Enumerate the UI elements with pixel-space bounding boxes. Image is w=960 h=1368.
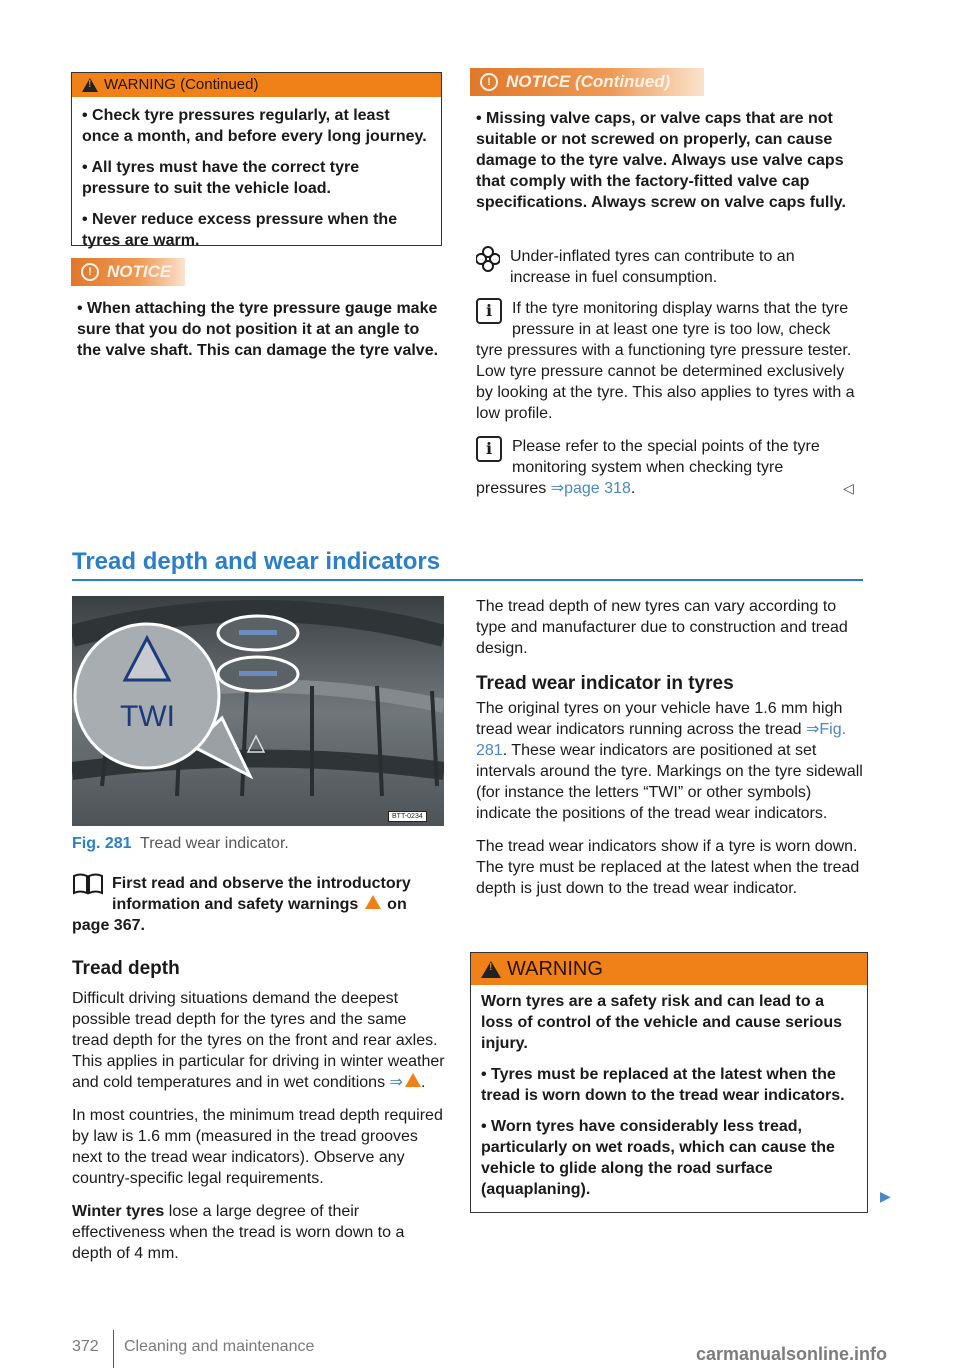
intro-text: First read and observe the introductory information and safety warnings [112,875,411,913]
tread-depth-text: Difficult driving situations demand the deepest possible tread depth for the tyres and the same tread depth for the tyres on the front and rear axles. This applies in particular for driving in winter weather and cold temperatures and in wet conditions ⇒! . In most countries, the minimum tread depth required by law is 1.6 mm (measured in the tread grooves next to the tread wear indicators). Observe any country-specific legal requirements. Winter tyres lose a large degree of their effectiveness when the tread is worn down to a depth of 4 mm. [72,988,446,1276]
intro-reference [72,873,444,936]
warning-triangle-icon [405,1073,421,1087]
warning-title: WARNING (Continued) [104,76,259,93]
footer-section: Cleaning and maintenance [124,1338,315,1355]
warning-item: • All tyres must have the correct tyre pressure to suit the vehicle load. [82,159,360,197]
warning-item: • Tyres must be replaced at the latest when the tread is worn down to the tread wear indicators. [481,1066,845,1104]
notice-right [470,68,850,223]
right-col-intro [476,596,866,671]
page-link[interactable]: ⇒page 318 [550,480,631,497]
tread-depth-heading: Tread depth [72,958,180,979]
figure-image [72,596,444,826]
warning-triangle-icon [82,78,98,92]
notice-info-icon: ! [81,263,99,281]
right-col-body [476,698,866,911]
notice-info-icon: ! [480,73,498,91]
continue-marker: ▶ [880,1188,891,1204]
warning-link[interactable]: ⇒! [390,1074,421,1091]
warning-box [470,952,868,1213]
eco-note [476,246,856,288]
warning-triangle-icon [365,895,381,909]
section-rule [72,579,863,581]
notice-title: NOTICE (Continued) [506,72,671,91]
warning-triangle-icon [481,961,501,978]
warning-item: • Worn tyres have considerably less tread, particularly on wet roads, which can cause the vehicle to glide along the road surface (aquaplaning). [481,1118,835,1198]
notice-header [71,258,185,286]
warning-lead: Worn tyres are a safety risk and can lead to a loss of control of the vehicle and cause serious injury. [481,993,842,1052]
info-note-2 [476,436,856,499]
book-icon [72,873,104,895]
tread-wear-heading: Tread wear indicator in tyres [476,673,734,694]
info-icon: i [476,436,502,462]
warning-body [471,985,867,1208]
figure-caption [72,835,289,853]
end-marker: ◁ [843,480,854,496]
warning-item: • Check tyre pressures regularly, at least once a month, and before every long journey. [82,107,427,145]
notice-left [71,258,441,371]
notice-header [470,68,704,96]
right-p2a: The original tyres on your vehicle have 1.6 mm high tread wear indicators running across the tread [476,700,843,738]
winter-tyres-bold: Winter tyres [72,1203,165,1220]
warning-item: • Never reduce excess pressure when the tyres are warm. [82,211,398,249]
right-p3: The tread wear indicators show if a tyre is worn down. The tyre must be replaced at the latest when the tread depth is just down to the tread wear indicator. [476,838,860,897]
warning-body [72,97,441,259]
right-p1: The tread depth of new tyres can vary according to type and manufacturer due to construction and tread design. [476,598,848,657]
figure-caption-text: Tread wear indicator. [140,835,289,852]
info-note-text: If the tyre monitoring display warns that the tyre pressure in at least one tyre is too low, check tyre pressures with a functioning tyre pressure tester. Low tyre pressure cannot be determined exclusively by looking at the tyre. This also applies to tyres with a low profile. [476,300,855,422]
info-note-1 [476,298,856,424]
warning-header [72,73,441,97]
info-note-text: Please refer to the special points of the tyre monitoring system when checking tyre pressures [476,438,820,497]
leaf-eco-icon [476,246,500,272]
warning-continued-box [71,72,442,249]
warning-header [471,953,867,985]
figure-number: Fig. 281 [72,835,132,852]
tread-depth-p1: Difficult driving situations demand the deepest possible tread depth for the tyres and the same tread depth for the tyres on the front and rear axles. This applies in particular for driving in winter weather and cold temperatures and in wet conditions [72,990,445,1091]
tread-depth-p2: In most countries, the minimum tread depth required by law is 1.6 mm (measured in the tread grooves next to the tread wear indicators). Observe any country-specific legal requirements. [72,1107,443,1187]
notice-item: • Missing valve caps, or valve caps that are not suitable or not screwed on properly, can cause damage to the tyre valve. Always use valve caps that comply with the factory-fitted valve cap specifications. Always screw on valve caps fully. [476,110,846,211]
notice-item: • When attaching the tyre pressure gauge make sure that you do not position it at an angle to the valve shaft. This can damage the tyre valve. [77,300,439,359]
watermark: carmanualsonline.info [696,1344,888,1364]
warning-title: WARNING [507,958,603,980]
page-number: 372 [72,1338,99,1355]
section-title: Tread depth and wear indicators [72,548,441,575]
eco-note-text: Under-inflated tyres can contribute to an increase in fuel consumption. [510,248,795,286]
notice-title: NOTICE [107,262,172,281]
figure-code: BTT-0234 [388,811,427,822]
punctuation: . [630,480,636,497]
tread-depth-p3: lose a large degree of their effectiveness when the tread is worn down to a depth of 4 mm. [72,1203,405,1262]
figure-link[interactable]: ⇒Fig. 281 [476,721,847,759]
info-icon: i [476,298,502,324]
twi-label: TWI [120,700,175,733]
footer-divider [113,1330,114,1368]
right-p2b: . These wear indicators are positioned at set intervals around the tyre. Markings on the tyre sidewall (for instance the letters “TWI” or other symbols) indicate the positions of the tread wear indicators. [476,742,863,822]
intro-suffix: on page 367. [72,896,407,934]
